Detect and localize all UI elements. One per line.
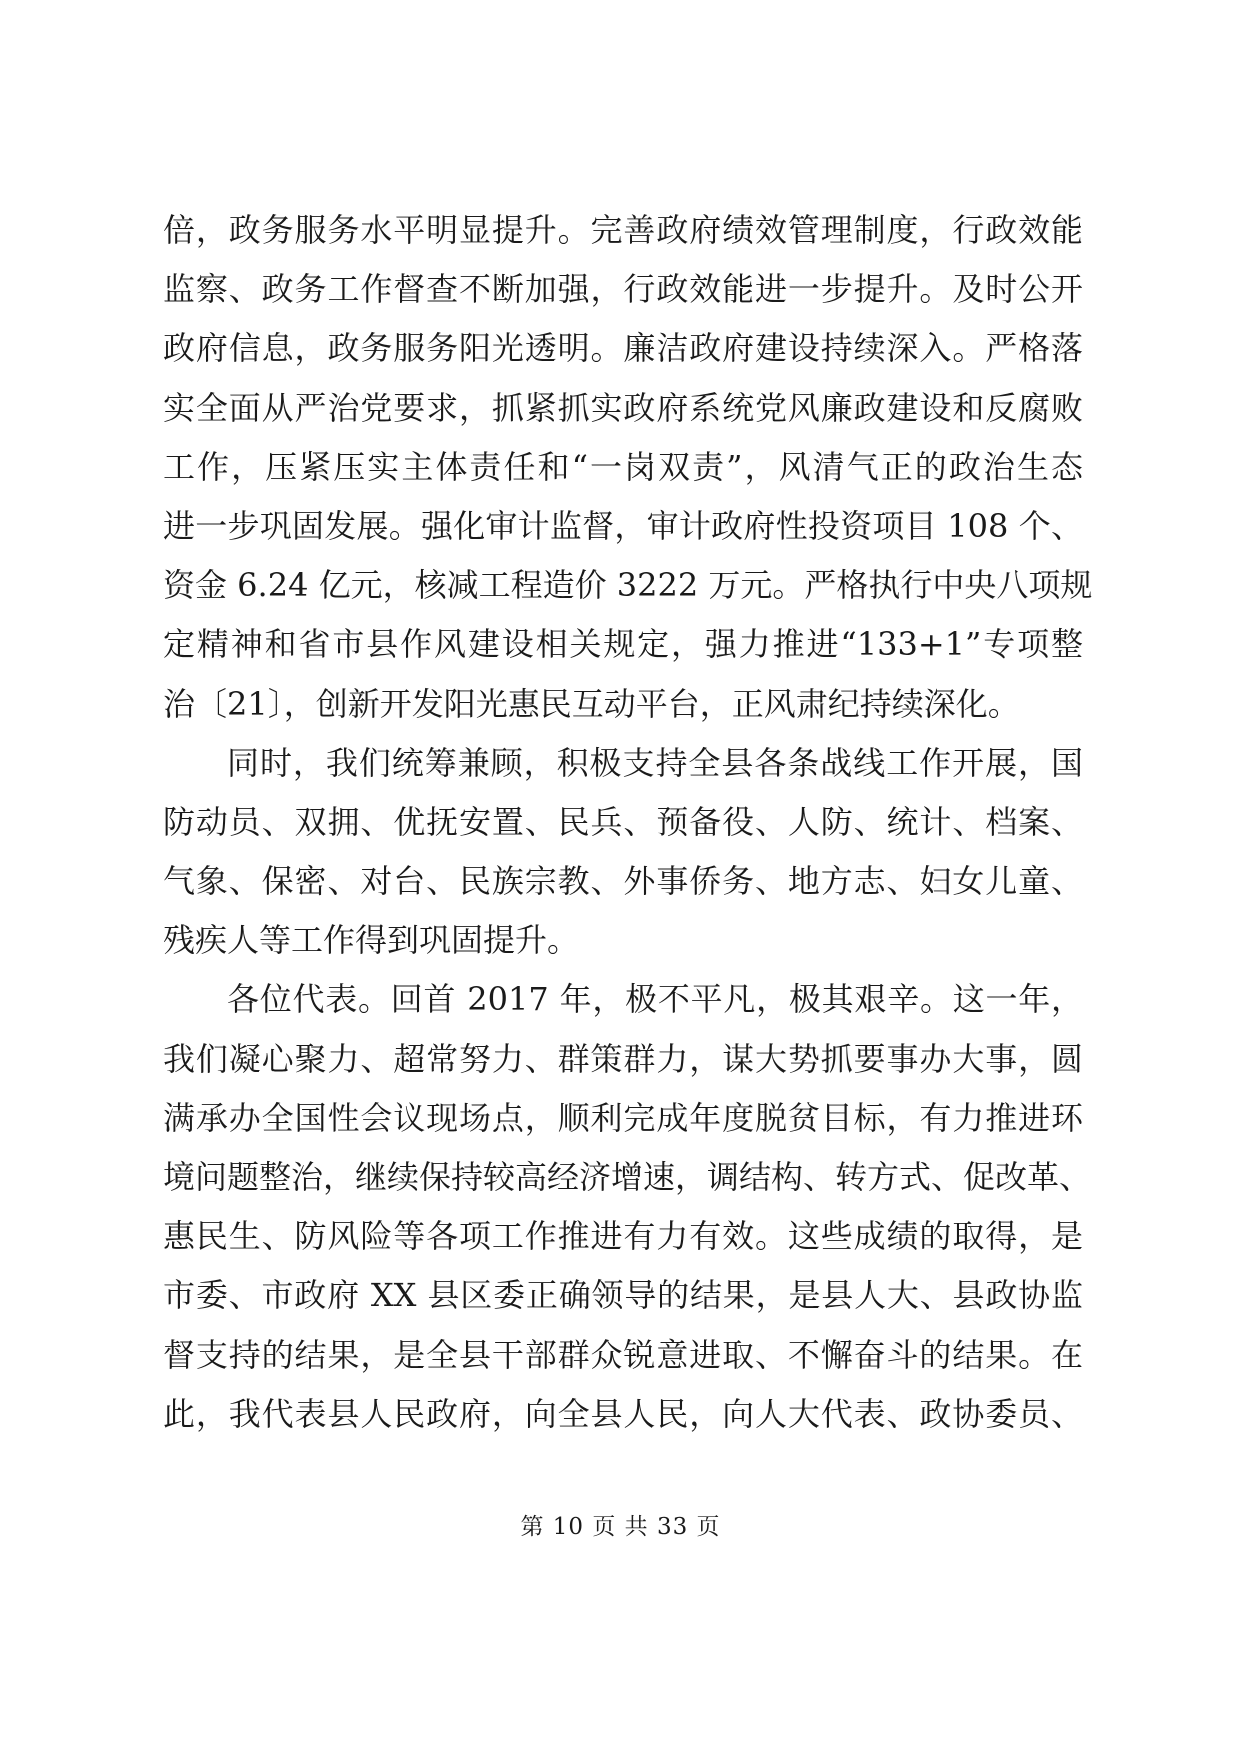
paragraph-2 xyxy=(163,734,1083,971)
text-line: 气象、保密、对台、民族宗教、外事侨务、地方志、妇女儿童、 xyxy=(163,862,1083,901)
document-body xyxy=(163,201,1093,1444)
text-line: 境问题整治，继续保持较高经济增速，调结构、转方式、促改革、 xyxy=(163,1158,1092,1196)
text-line: 防动员、双拥、优抚安置、民兵、预备役、人防、统计、档案、 xyxy=(163,802,1083,841)
text-line: 各位代表。回首 2017 年，极不平凡，极其艰辛。这一年， xyxy=(227,980,1083,1019)
text-line: 工作，压紧压实主体责任和“一岗双责”，风清气正的政治生态 xyxy=(163,447,1083,486)
page-number-footer: 第 10 页 共 33 页 xyxy=(520,1514,721,1540)
text-line: 我们凝心聚力、超常努力、群策群力，谋大势抓要事办大事，圆 xyxy=(163,1039,1083,1078)
text-line: 此，我代表县人民政府，向全县人民，向人大代表、政协委员、 xyxy=(163,1394,1083,1433)
text-line: 治〔21〕，创新开发阳光惠民互动平台，正风肃纪持续深化。 xyxy=(163,684,1020,723)
text-line: 满承办全国性会议现场点，顺利完成年度脱贫目标，有力推进环 xyxy=(163,1098,1083,1137)
text-line: 资金 6.24 亿元，核减工程造价 3222 万元。严格执行中央八项规 xyxy=(163,566,1093,605)
text-line: 督支持的结果，是全县干部群众锐意进取、不懈奋斗的结果。在 xyxy=(163,1335,1083,1374)
paragraph-3 xyxy=(163,970,1092,1444)
text-line: 残疾人等工作得到巩固提升。 xyxy=(163,921,580,960)
text-line: 市委、市政府 XX 县区委正确领导的结果，是县人大、县政协监 xyxy=(163,1276,1083,1315)
text-line: 倍，政务服务水平明显提升。完善政府绩效管理制度，行政效能 xyxy=(163,211,1083,249)
text-line: 定精神和省市县作风建设相关规定，强力推进“133+1”专项整 xyxy=(163,625,1083,664)
text-line: 惠民生、防风险等各项工作推进有力有效。这些成绩的取得，是 xyxy=(163,1217,1083,1256)
text-line: 实全面从严治党要求，抓紧抓实政府系统党风廉政建设和反腐败 xyxy=(163,388,1083,427)
text-line: 进一步巩固发展。强化审计监督，审计政府性投资项目 108 个、 xyxy=(163,506,1083,545)
paragraph-1 xyxy=(163,201,1093,734)
text-line: 同时，我们统筹兼顾，积极支持全县各条战线工作开展，国 xyxy=(227,743,1083,782)
text-line: 政府信息，政务服务阳光透明。廉洁政府建设持续深入。严格落 xyxy=(163,329,1083,368)
text-line: 监察、政务工作督查不断加强，行政效能进一步提升。及时公开 xyxy=(163,270,1083,309)
